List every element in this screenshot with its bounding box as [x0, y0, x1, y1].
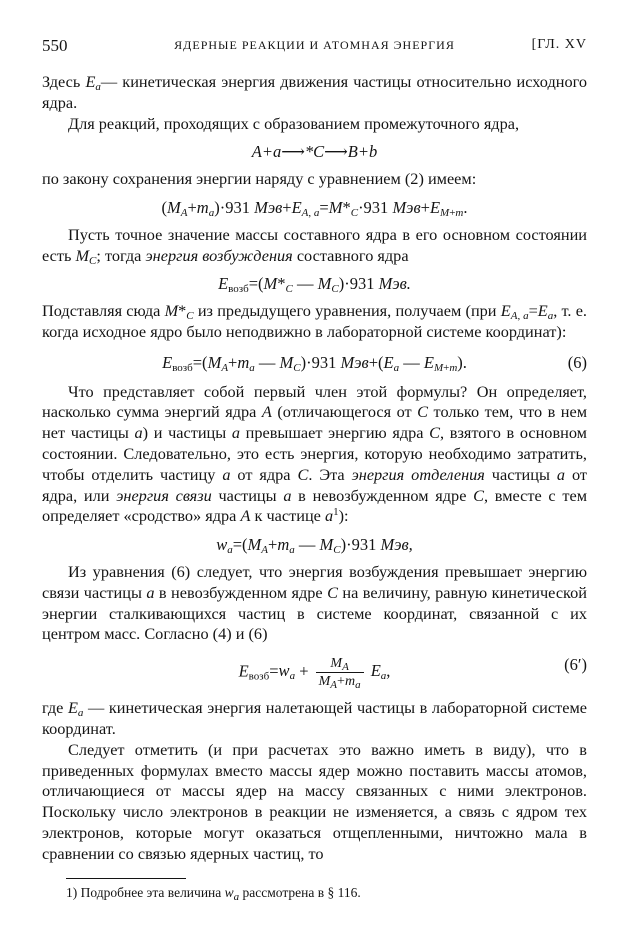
equation-6: $E_{возб}=(M_A+m_a$ — $M_C)\cdot 931$ $Мэв+(E_a$ — $E_{M+m}$). (6) [162, 352, 587, 374]
footnote-rule [66, 878, 186, 879]
chapter-label: [ГЛ. XV [531, 37, 587, 52]
formula-reaction: A+a⟶*C⟶B+b [251, 142, 378, 162]
fraction: $\frac{M_A}{M_A+m_a}$ [316, 655, 364, 690]
paragraph-5: Подставляя сюда $M*_C$ из предыдущего уравнения, получаем (при $E_{A, a}=E_a$, т. е. когда исходное ядро было неподвижно в лабораторной системе координат): [42, 301, 588, 341]
paragraph-9: Следует отметить (и при расчетах это важно иметь в виду), что в приведенных формулах вместо массы ядер можно поставить массы атомов, отличающиеся от массы ядер на массу связанных с ними электронов. Поскольку число электронов в реакции не изменяется, а связь с ядром тех электронов, которые могут оказаться отщепленными, ничтожно мала в сравнении со связью ядерных частиц, то [42, 739, 587, 863]
footnote: 1) Подробнее эта величина $w_a$ рассмотрена в § 116. [66, 885, 361, 903]
running-title: ЯДЕРНЫЕ РЕАКЦИИ И АТОМНАЯ ЭНЕРГИЯ [174, 38, 455, 52]
paragraph-4: Пусть точное значение массы составного ядра в его основном состоянии есть $M_C$; тогда энергия возбуждения составного ядра [42, 224, 587, 267]
formula-binding-energy: $w_a=(M_A+m_a$ — $M_C)\cdot 931$ Мэв, [216, 535, 413, 557]
equation-6-prime: $E_{возб}=w_a$ + $\frac{M_A}{M_A+m_a}$ $E_a$, (6′) [238, 655, 587, 692]
paragraph-3: по закону сохранения энергии наряду с уравнением (2) имеем: [42, 169, 477, 189]
equation-6-prime-number: (6′) [564, 655, 587, 675]
paragraph-2: Для реакций, проходящих с образованием промежуточного ядра, [68, 113, 520, 133]
footnote-ref: 1 [333, 506, 339, 519]
paragraph-1: Здесь $E_a—$ кинетическая энергия движения частицы относительно исходного ядра. [42, 72, 588, 112]
paragraph-7: Из уравнения (6) следует, что энергия возбуждения превышает энергию связи частицы a в невозбужденном ядре C на величину, равную кинетической энергии сталкивающихся частиц в системе координат, связанной с их центром масс. Согласно (4) и (6) [42, 561, 587, 644]
paragraph-6: Что представляет собой первый член этой формулы? Он определяет, насколько сумма энергий ядра A (отличающегося от C только тем, что в нем нет частицы a) и частицы a превышает энергию ядра C, взятого в основном состоянии. Следовательно, это есть энергия, которую необходимо затратить, чтобы отделить частицу a от ядра C. Эта энергия отделения частицы a от ядра, или энергия связи частицы a в невозбужденном ядре C, вместе с тем определяет «сродство» ядра A к частице $a^1$): [42, 381, 588, 526]
page-header [42, 36, 587, 58]
page-number: 550 [42, 36, 68, 55]
equation-6-number: (6) [567, 352, 587, 372]
formula-excitation-energy: $E_{возб}=(M*_C$ — $M_C)\cdot 931$ Мэв. [218, 274, 411, 296]
paragraph-8: где $E_a$ — кинетическая энергия налетающей частицы в лабораторной системе координат. [42, 698, 587, 738]
page-body [42, 72, 587, 865]
formula-energy-conservation: $(M_A+m_a)\cdot 931$ $Мэв+E_{A, a}=M*_C\cdot 931$ $Мэв+E_{M+m}$. [161, 197, 468, 219]
